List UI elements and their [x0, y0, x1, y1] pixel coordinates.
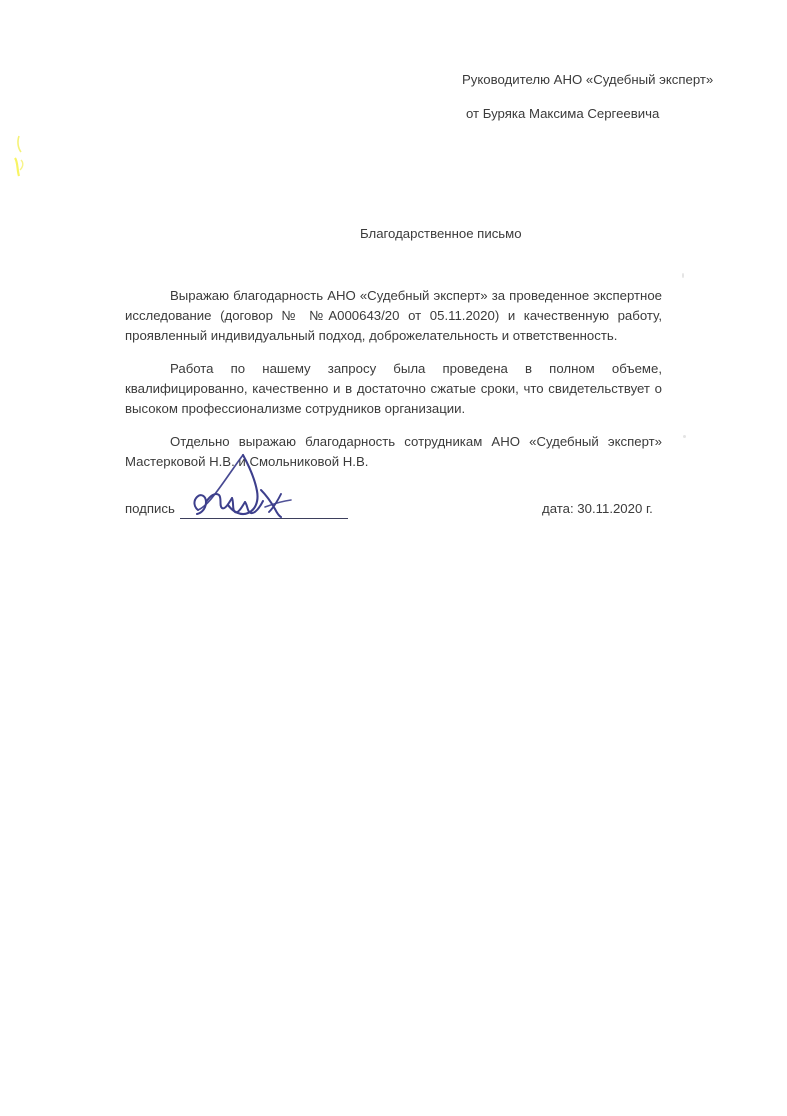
addressee-line: Руководителю АНО «Судебный эксперт»	[462, 72, 714, 87]
sender-line: от Буряка Максима Сергеевича	[466, 105, 660, 121]
letter-header	[462, 72, 762, 122]
signature-label: подпись	[125, 501, 175, 516]
letter-body	[125, 286, 662, 473]
body-paragraph: Работа по нашему запросу была проведена в полном объеме, квалифицированно, качественно и в достаточно сжатые сроки, что свидетельствует о высоком профессионализме сотрудников организации.	[125, 361, 662, 417]
body-paragraph: Выражаю благодарность АНО «Судебный эксперт» за проведенное экспертное исследование (договор № №А000643/20 от 05.11.2020) и качественную работу, проявленный индивидуальный подход, доброжелательность и ответственность.	[125, 288, 662, 344]
scan-artifact-left-margin	[6, 132, 40, 188]
signature-line	[180, 518, 348, 519]
scan-speck-mid	[683, 435, 686, 438]
body-paragraph: Отдельно выражаю благодарность сотрудникам АНО «Судебный эксперт» Мастерковой Н.В. и Смольниковой Н.В.	[125, 434, 662, 470]
scan-speck-upper	[682, 273, 684, 278]
page-title: Благодарственное письмо	[360, 226, 522, 241]
signature-block	[125, 497, 662, 527]
signature-date: дата: 30.11.2020 г.	[542, 501, 653, 516]
